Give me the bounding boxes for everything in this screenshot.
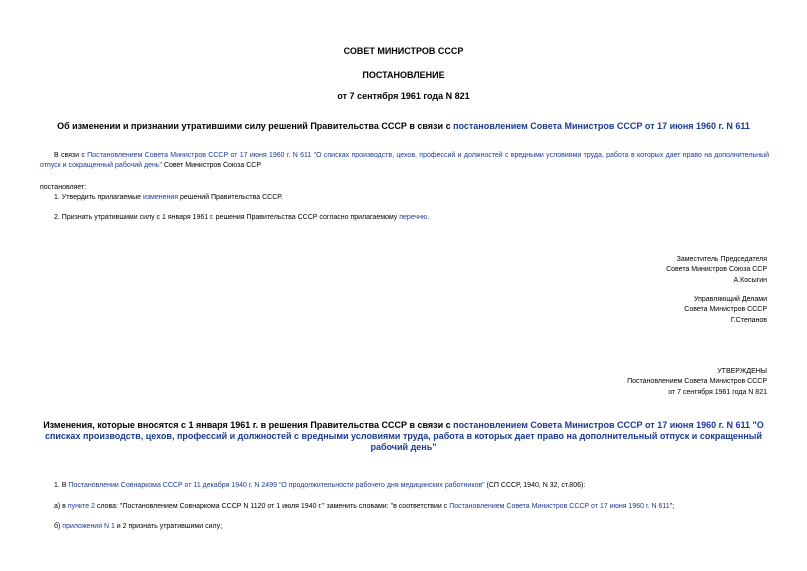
change-1-suffix: (СП СССР, 1940, N 32, ст.806): bbox=[484, 482, 586, 489]
item-2-suffix: . bbox=[427, 214, 430, 221]
manager-name: Г.Степанов bbox=[730, 316, 767, 324]
change-2-mid: слова: "Постановлением Совнаркома СССР N 1120 от 1 июля 1940 г." заменить словами: "в соответствии с bbox=[95, 503, 450, 510]
item-2-link[interactable]: перечню bbox=[399, 214, 428, 221]
changes-title bbox=[40, 420, 767, 453]
change-2 bbox=[54, 502, 674, 512]
title-link[interactable]: постановлением Совета Министров СССР от 17 июня 1960 г. N 611 bbox=[453, 121, 750, 131]
document-title bbox=[30, 121, 777, 132]
deputy-position-line2: Совета Министров Союза ССР bbox=[666, 266, 767, 274]
decrees-text: постановляет: bbox=[40, 184, 87, 191]
deputy-position-line1: Заместитель Председателя bbox=[676, 256, 767, 263]
change-1-prefix: 1. В bbox=[54, 482, 69, 489]
change-3-link-appendix[interactable]: приложения N 1 bbox=[62, 523, 115, 530]
item-1-prefix: 1. Утвердить прилагаемые bbox=[54, 194, 143, 201]
approval-line1: УТВЕРЖДЕНЫ bbox=[717, 368, 767, 375]
change-1 bbox=[54, 481, 585, 491]
preamble-link[interactable]: Постановлением Совета Министров СССР от 17 июня 1960 г. N 611 "О списках производств, цехов, профессий и должностей с вредными условиями труда, работа в которых дает право на дополнительный отпуск и сокращенный рабочий день" bbox=[40, 152, 769, 169]
deputy-name: А.Косыгин bbox=[733, 276, 767, 284]
manager-position-line1: Управляющий Делами bbox=[693, 296, 767, 303]
item-2 bbox=[54, 213, 429, 223]
item-2-prefix: 2. Признать утратившими силу с 1 января 1961 г. решения Правительства СССР согласно прилагаемому bbox=[54, 214, 400, 221]
change-3-suffix: и 2 признать утратившими силу; bbox=[114, 523, 223, 530]
signature-deputy bbox=[666, 255, 767, 286]
change-1-link-decree[interactable]: Постановлении Совнаркома СССР от 11 декабря 1940 г. N 2499 bbox=[68, 482, 277, 489]
org-heading: СОВЕТ МИНИСТРОВ СССР bbox=[343, 46, 464, 56]
change-1-link-title[interactable]: "О продолжительности рабочего дня медицинских работников" bbox=[278, 482, 485, 489]
manager-position-line2: Совета Министров СССР bbox=[684, 306, 767, 314]
changes-title-link[interactable]: постановлением Совета Министров СССР от 17 июня 1960 г. N 611 "О списках производств, цехов, профессий и должностей с вредными условиями труда, работа в которых дает право на дополнительный отпуск и сокращенный рабочий день" bbox=[44, 420, 764, 452]
changes-title-text: Изменения, которые вносятся с 1 января 1961 г. в решения Правительства СССР в связи с bbox=[43, 420, 454, 430]
title-text: Об изменении и признании утратившими силу решений Правительства СССР в связи с bbox=[57, 121, 454, 131]
change-3-prefix: б) bbox=[54, 523, 63, 530]
doc-type-heading: ПОСТАНОВЛЕНИЕ bbox=[362, 70, 445, 80]
signature-manager bbox=[684, 295, 767, 326]
item-1-link[interactable]: изменения bbox=[142, 194, 179, 201]
date-number-heading: от 7 сентября 1961 года N 821 bbox=[337, 91, 470, 101]
change-2-suffix: "; bbox=[669, 503, 675, 510]
approval-line3: от 7 сентября 1961 года N 821 bbox=[668, 388, 767, 396]
change-3 bbox=[54, 522, 222, 532]
approval-line2: Постановлением Совета Министров СССР bbox=[627, 378, 767, 386]
item-1 bbox=[54, 193, 283, 203]
item-1-suffix: решений Правительства СССР. bbox=[178, 194, 283, 201]
change-2-prefix: а) в bbox=[54, 503, 68, 510]
preamble-prefix: В связи с bbox=[54, 152, 88, 159]
change-2-link-point[interactable]: пункте 2 bbox=[67, 503, 95, 510]
preamble-paragraph bbox=[40, 151, 769, 170]
approval-block bbox=[627, 367, 767, 398]
preamble-suffix: Совет Министров Союза ССР bbox=[161, 161, 261, 169]
change-2-link-decree[interactable]: Постановлением Совета Министров СССР от 17 июня 1960 г. N 611 bbox=[449, 503, 670, 510]
